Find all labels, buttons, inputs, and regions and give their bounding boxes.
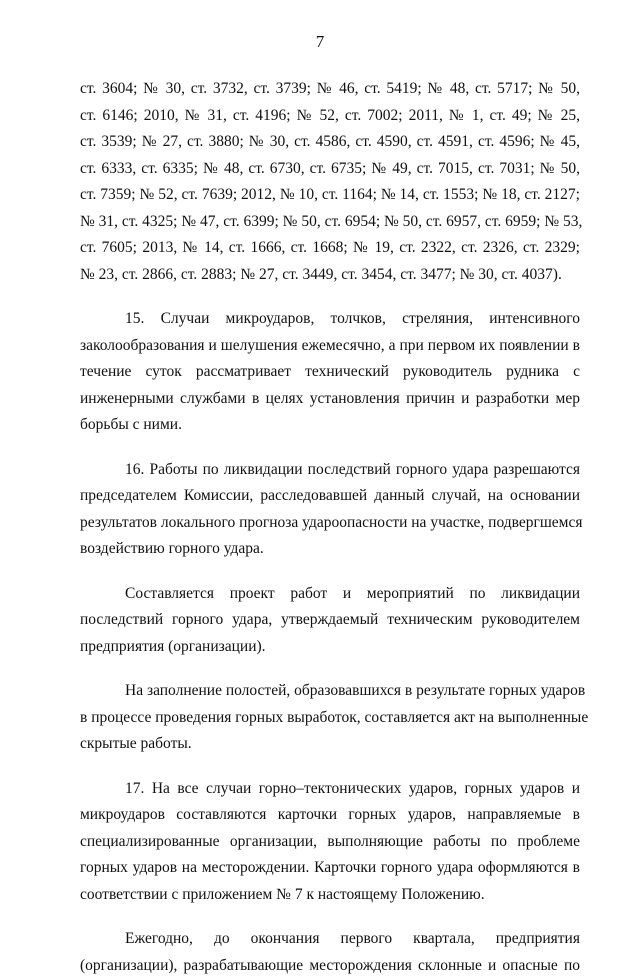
text-line: 17. На все случаи горно–тектонических ударов, горных ударов и: [80, 776, 580, 803]
text-line: воздействию горного удара.: [80, 536, 580, 563]
text-line: № 31, ст. 4325; № 47, ст. 6399; № 50, ст. 6954; № 50, ст. 6957, ст. 6959; № 53,: [80, 209, 580, 236]
text-line: предприятия (организации).: [80, 634, 580, 661]
paragraph-gap: [80, 908, 580, 926]
text-line: течение суток рассматривает технический руководитель рудника с: [80, 359, 580, 386]
paragraph-gap: [80, 439, 580, 457]
text-line: микроударов составляются карточки горных ударов, направляемые в: [80, 802, 580, 829]
paragraph-para-17-annual: [80, 926, 580, 979]
paragraph-para-16: [80, 457, 580, 563]
text-line: Составляется проект работ и мероприятий по ликвидации: [80, 581, 580, 608]
paragraph-citations: [80, 76, 580, 288]
text-line: Ежегодно, до окончания первого квартала, предприятия: [80, 926, 580, 953]
text-line: ст. 7359; № 52, ст. 7639; 2012, № 10, ст. 1164; № 14, ст. 1553; № 18, ст. 2127;: [80, 182, 580, 209]
paragraph-para-15: [80, 306, 580, 439]
text-line: (организации), разрабатывающие месторождения склонные и опасные по: [80, 953, 580, 979]
text-line: соответствии с приложением № 7 к настоящему Положению.: [80, 882, 580, 909]
paragraph-gap: [80, 758, 580, 776]
page-number: 7: [0, 32, 640, 52]
text-line: 16. Работы по ликвидации последствий горного удара разрешаются: [80, 457, 580, 484]
text-line: ст. 7605; 2013, № 14, ст. 1666, ст. 1668; № 19, ст. 2322, ст. 2326, ст. 2329;: [80, 235, 580, 262]
paragraph-gap: [80, 660, 580, 678]
paragraph-para-16-project: [80, 581, 580, 661]
text-line: инженерными службами в целях установления причин и разработки мер: [80, 386, 580, 413]
paragraph-para-17: [80, 776, 580, 909]
text-line: председателем Комиссии, расследовавшей данный случай, на основании: [80, 483, 580, 510]
text-line: № 23, ст. 2866, ст. 2883; № 27, ст. 3449, ст. 3454, ст. 3477; № 30, ст. 4037).: [80, 262, 580, 289]
text-line: результатов локального прогноза удароопасности на участке, подвергшемся: [80, 510, 580, 537]
text-line: последствий горного удара, утверждаемый техническим руководителем: [80, 607, 580, 634]
paragraph-gap: [80, 563, 580, 581]
text-line: ст. 3604; № 30, ст. 3732, ст. 3739; № 46, ст. 5419; № 48, ст. 5717; № 50,: [80, 76, 580, 103]
paragraph-gap: [80, 288, 580, 306]
text-line: На заполнение полостей, образовавшихся в результате горных ударов: [80, 678, 580, 705]
text-line: в процессе проведения горных выработок, составляется акт на выполненные: [80, 705, 580, 732]
text-line: борьбы с ними.: [80, 412, 580, 439]
document-body: [80, 76, 580, 979]
text-line: скрытые работы.: [80, 731, 580, 758]
text-line: горных ударов на месторождении. Карточки горного удара оформляются в: [80, 855, 580, 882]
text-line: ст. 6333, ст. 6335; № 48, ст. 6730, ст. 6735; № 49, ст. 7015, ст. 7031; № 50,: [80, 156, 580, 183]
text-line: ст. 3539; № 27, ст. 3880; № 30, ст. 4586, ст. 4590, ст. 4591, ст. 4596; № 45,: [80, 129, 580, 156]
text-line: 15. Случаи микроударов, толчков, стреляния, интенсивного: [80, 306, 580, 333]
paragraph-para-16-act: [80, 678, 580, 758]
text-line: специализированные организации, выполняющие работы по проблеме: [80, 829, 580, 856]
text-line: ст. 6146; 2010, № 31, ст. 4196; № 52, ст. 7002; 2011, № 1, ст. 49; № 25,: [80, 103, 580, 130]
text-line: заколообразования и шелушения ежемесячно, а при первом их появлении в: [80, 333, 580, 360]
